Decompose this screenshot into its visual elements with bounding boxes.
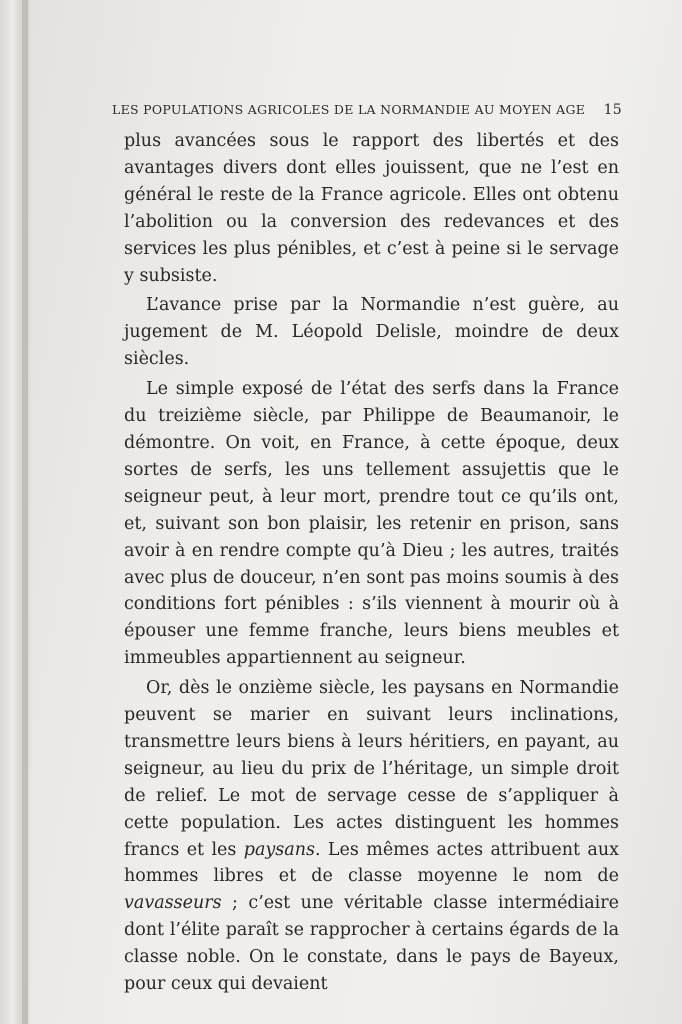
book-page	[28, 0, 682, 1024]
paragraph-4-part-a: Or, dès le onzième siècle, les paysans en Normandie peuvent se marier en suivant leurs inclinations, transmettre leurs biens à leurs héritiers, en payant, au seigneur, au lieu du prix de l’héritage, un simple droit de relief. Le mot de servage cesse de s’appliquer à cette population. Les actes distinguent les hommes francs et les	[124, 678, 619, 860]
italic-paysans: paysans	[243, 839, 315, 860]
paragraph-4-part-b: . Les mêmes actes attribuent aux hommes libres et de classe moyenne le nom de	[124, 839, 619, 887]
paragraph-1: plus avancées sous le rapport des libertés et des avantages divers dont elles jouissent, que ne l’est en général le reste de la France agricole. Elles ont obtenu l’abolition ou la conversion des redevances et des services les plus pénibles, et c’est à peine si le servage y subsiste.	[124, 131, 619, 286]
running-title: LES POPULATIONS AGRICOLES DE LA NORMANDIE AU MOYEN AGE	[112, 102, 586, 117]
paragraph-4	[124, 675, 619, 998]
paragraph-4-part-c: ; c’est une véritable classe intermédiaire dont l’élite paraît se rapprocher à certains égards de la classe noble. On le constate, dans le pays de Bayeux, pour ceux qui devaient	[124, 893, 619, 995]
page-body	[124, 128, 619, 998]
running-header	[112, 102, 622, 124]
italic-vavasseurs: vavasseurs	[124, 893, 222, 914]
paragraph-2: L’avance prise par la Normandie n’est guère, au jugement de M. Léopold Delisle, moindre de deux siècles.	[124, 295, 619, 370]
paragraph-3: Le simple exposé de l’état des serfs dans la France du treizième siècle, par Philippe de Beaumanoir, le démontre. On voit, en France, à cette époque, deux sortes de serfs, les uns tellement assujettis que le seigneur peut, à leur mort, prendre tout ce qu’ils ont, et, suivant son bon plaisir, les retenir en prison, sans avoir à en rendre compte qu’à Dieu ; les autres, traités avec plus de douceur, n’en sont pas moins soumis à des conditions fort pénibles : s’ils viennent à mourir où à épouser une femme franche, leurs biens meubles et immeubles appartiennent au seigneur.	[124, 379, 619, 669]
page-gutter-shadow	[22, 0, 32, 1024]
page-number: 15	[603, 102, 622, 118]
